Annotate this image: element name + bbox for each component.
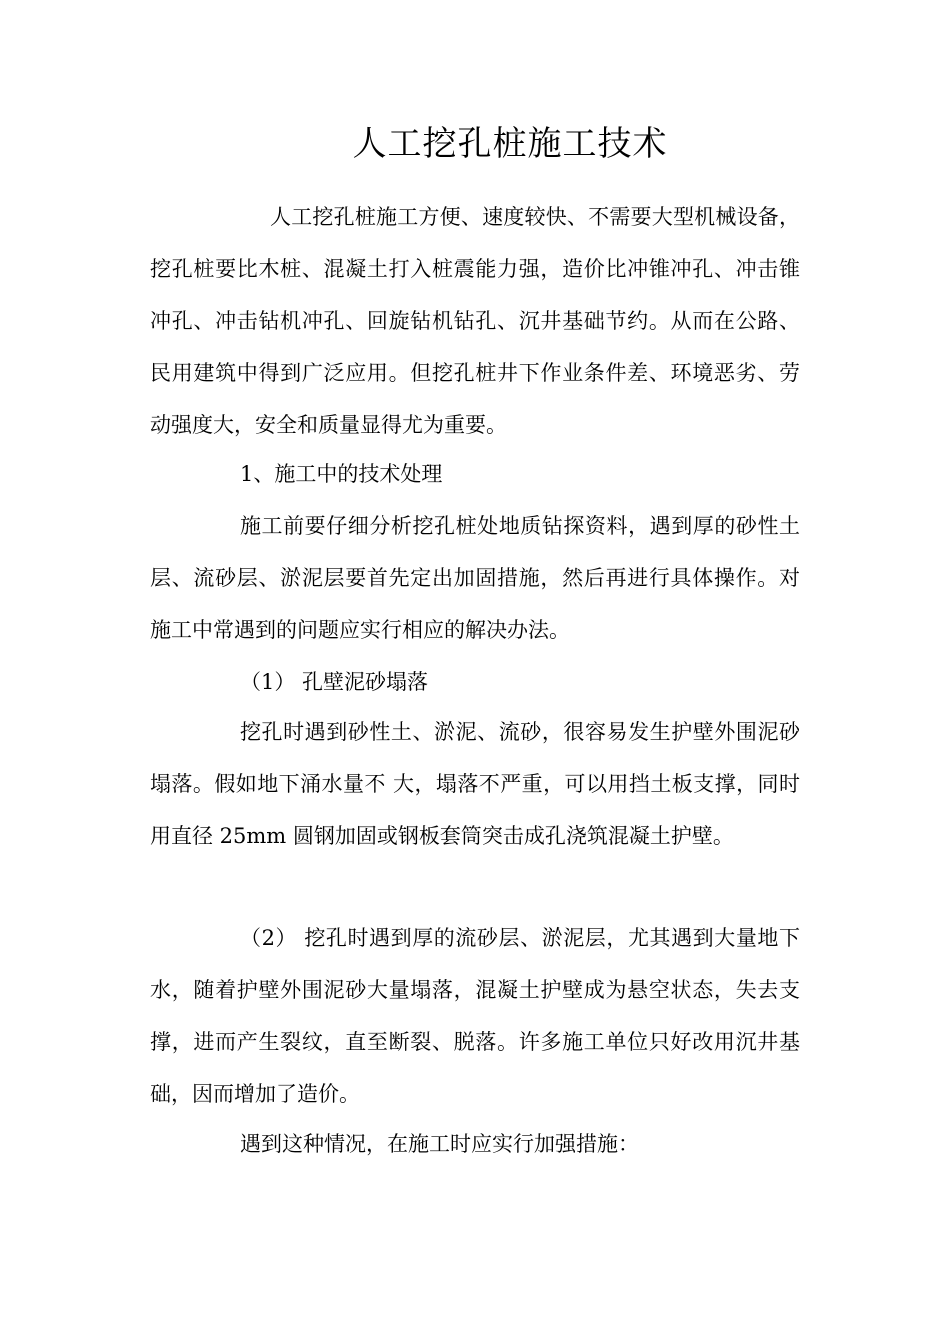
paragraph-collapse: 挖孔时遇到砂性土、淤泥、流砂，很容易发生护壁外围泥砂塌落。假如地下涌水量不 大，塌落不严重，可以用挡土板支撑，同时用直径 25mm 圆钢加固或钢板套筒突击成孔浇筑混凝土护壁。	[150, 720, 800, 848]
subheading-1: （1） 孔壁泥砂塌落	[240, 670, 429, 694]
paragraph-intro: 人工挖孔桩施工方便、速度较快、不需要大型机械设备，挖孔桩要比木桩、混凝土打入桩震能力强，造价比冲锥冲孔、冲击锥冲孔、冲击钻机冲孔、回旋钻机钻孔、沉井基础节约。从而在公路、民用建筑中得到广泛应用。但挖孔桩井下作业条件差、环境恶劣、劳动强度大，安全和质量显得尤为重要。	[150, 205, 800, 437]
section-heading-1: 1、施工中的技术处理	[240, 462, 443, 486]
document-title: 人工挖孔桩施工技术	[352, 124, 668, 164]
paragraph-preparation: 施工前要仔细分析挖孔桩处地质钻探资料，遇到厚的砂性土层、流砂层、淤泥层要首先定出加固措施，然后再进行具体操作。对施工中常遇到的问题应实行相应的解决办法。	[150, 514, 800, 642]
paragraph-measures: 遇到这种情况，在施工时应实行加强措施：	[240, 1132, 639, 1156]
paragraph-item-2: （2） 挖孔时遇到厚的流砂层、淤泥层，尤其遇到大量地下水，随着护壁外围泥砂大量塌落，混凝土护壁成为悬空状态，失去支撑，进而产生裂纹，直至断裂、脱落。许多施工单位只好改用沉井基础，因而增加了造价。	[150, 926, 800, 1106]
